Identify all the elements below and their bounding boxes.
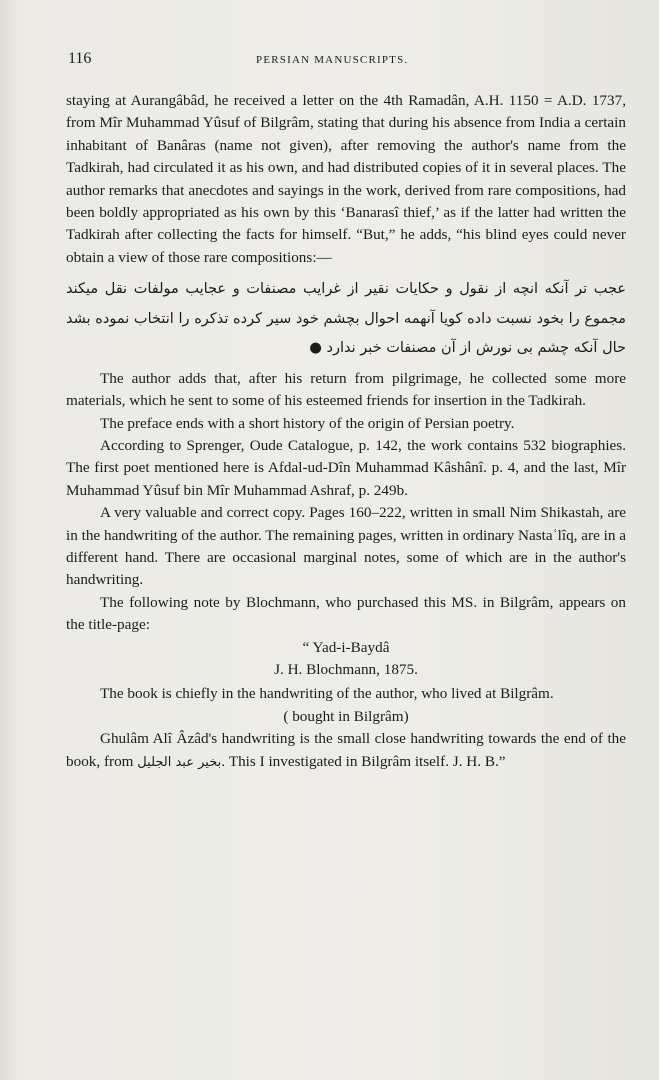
paragraph-preface: The preface ends with a short history of the origin of Persian poetry. bbox=[100, 414, 515, 432]
note-signature: J. H. Blochmann, 1875. bbox=[274, 661, 418, 679]
page-header bbox=[66, 50, 619, 74]
persian-quotation: عجب تر آنکه انچه از نقول و حکایات نقیر از غرایب مصنفات و عجایب مولفات نقل میکند مجموع را بخود نسبت داده کویا آنهمه احوال بچشم خود سیر کرده تذکره را انتخاب نموده بشد حال آنکه چشم بی نورش از آن مصنفات خبر ندارد ● bbox=[66, 281, 626, 357]
note-ghulam-ali bbox=[66, 728, 626, 774]
note-ghulam-ali-end: . This I investigated in Bilgrâm itself. J. H. B.” bbox=[221, 752, 506, 770]
note-persian-inline: بخیر عبد الجلیل bbox=[137, 754, 222, 770]
page-number: 116 bbox=[68, 50, 92, 67]
running-head: PERSIAN MANUSCRIPTS. bbox=[256, 54, 409, 66]
body-text bbox=[66, 90, 626, 774]
paragraph-banaras-letter: staying at Aurangâbâd, he received a letter on the 4th Ramadân, A.H. 1150 = A.D. 1737, from Mîr Muhammad Yûsuf of Bilgrâm, stating that during his absence from India a certain inhabitant of Banâras (name not given), after removing the author's name from the Tadkirah, had circulated it as his own, and had distributed copies of it in several places. The author remarks that anecdotes and sayings in the work, derived from rare compositions, had been boldly appropriated as his own by this ‘Banarasî thief,’ as if the latter had written the Tadkirah after collecting the facts for himself. “But,” he adds, “his blind eyes could never obtain a view of those rare compositions:— bbox=[66, 92, 626, 266]
paragraph-sprenger: According to Sprenger, Oude Catalogue, p. 142, the work contains 532 biographies. The first poet mentioned here is Afdal-ud-Dîn Muhammad Kâshânî. p. 4, and the last, Mîr Muhammad Yûsuf bin Mîr Muhammad Ashraf, p. 249b. bbox=[66, 436, 626, 499]
paragraph-copy-description: A very valuable and correct copy. Pages 160–222, written in small Nim Shikastah, are in the handwriting of the author. The remaining pages, written in ordinary Nastaʿlîq, are in a different hand. There are occasional marginal notes, some of which are in the author's handwriting. bbox=[66, 504, 626, 589]
paragraph-blochmann-note-intro: The following note by Blochmann, who purchased this MS. in Bilgrâm, appears on the title-page: bbox=[66, 593, 626, 634]
note-title: “ Yad-i-Baydâ bbox=[302, 638, 390, 656]
note-bought: ( bought in Bilgrâm) bbox=[283, 707, 409, 725]
paragraph-pilgrimage: The author adds that, after his return from pilgrimage, he collected some more materials, which he sent to some of his esteemed friends for insertion in the Tadkirah. bbox=[66, 369, 626, 410]
note-ghulam-ali-start: Ghulâm Alî Âzâd's handwriting is the small close handwriting towards the end of the book, from bbox=[66, 730, 626, 770]
note-handwriting: The book is chiefly in the handwriting of the author, who lived at Bilgrâm. bbox=[100, 685, 554, 703]
